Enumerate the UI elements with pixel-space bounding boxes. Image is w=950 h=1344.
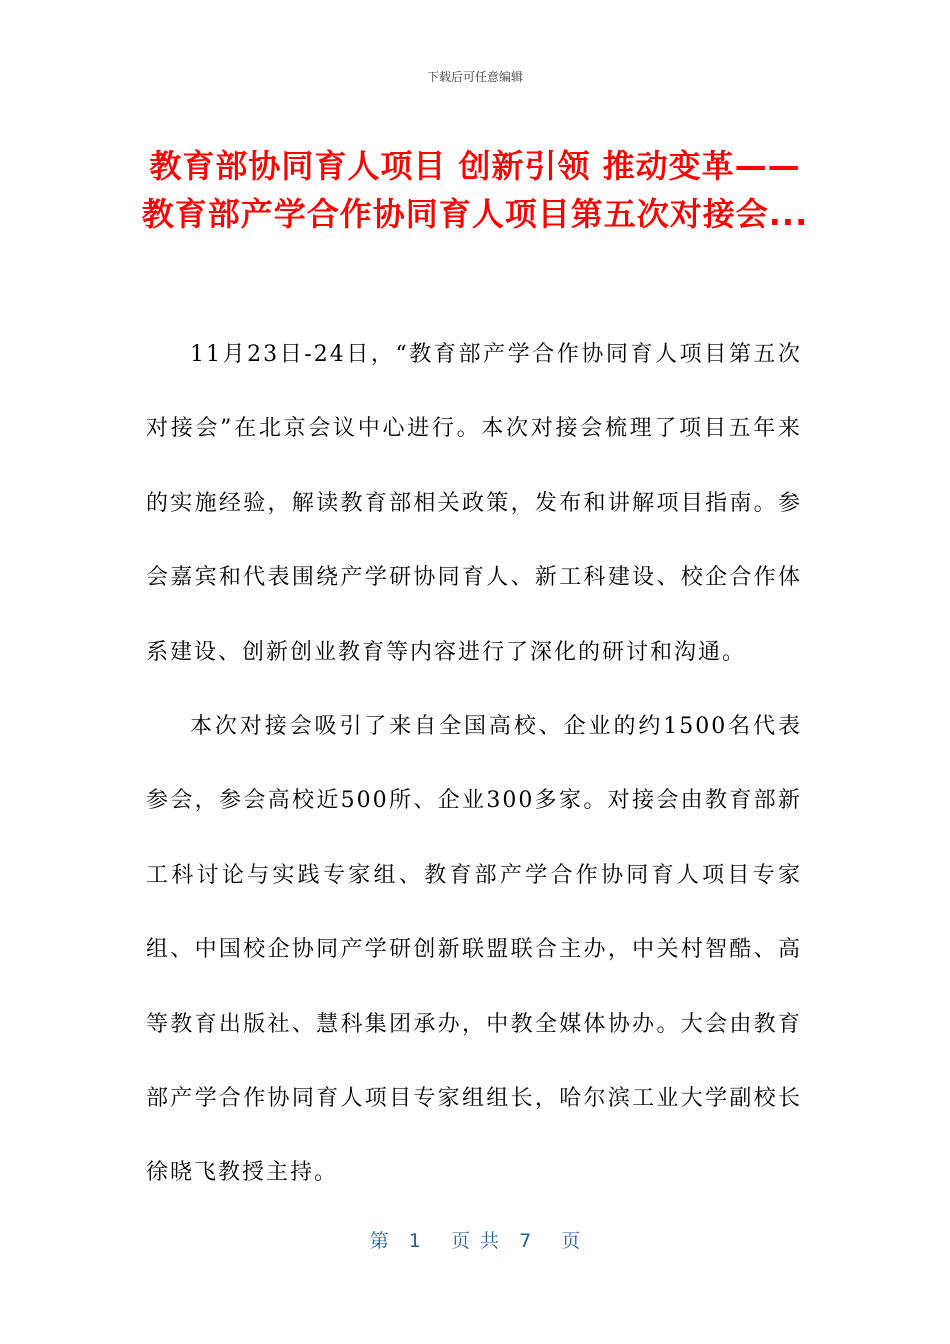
- page-number-footer: 第 1 页 共 7 页: [369, 1230, 581, 1252]
- document-title: [60, 142, 890, 238]
- title-line-1: 教育部协同育人项目 创新引领 推动变革——: [149, 147, 801, 185]
- document-body: [146, 318, 802, 1211]
- paragraph-2: 本次对接会吸引了来自全国高校、企业的约1500名代表参会，参会高校近500所、企业300多家。对接会由教育部新工科讨论与实践专家组、教育部产学合作协同育人项目专家组、中国校企协同产学研创新联盟联合主办，中关村智酷、高等教育出版社、慧科集团承办，中教全媒体协办。大会由教育部产学合作协同育人项目专家组组长，哈尔滨工业大学副校长徐晓飞教授主持。: [146, 714, 802, 1186]
- header-note: 下载后可任意编辑: [426, 70, 523, 84]
- paragraph-1: 11月23日-24日，“教育部产学合作协同育人项目第五次对接会”在北京会议中心进行。本次对接会梳理了项目五年来的实施经验，解读教育部相关政策，发布和讲解项目指南。参会嘉宾和代表围绕产学研协同育人、新工科建设、校企合作体系建设、创新创业教育等内容进行了深化的研讨和沟通。: [146, 342, 802, 665]
- title-line-2: 教育部产学合作协同育人项目第五次对接会...: [141, 195, 809, 233]
